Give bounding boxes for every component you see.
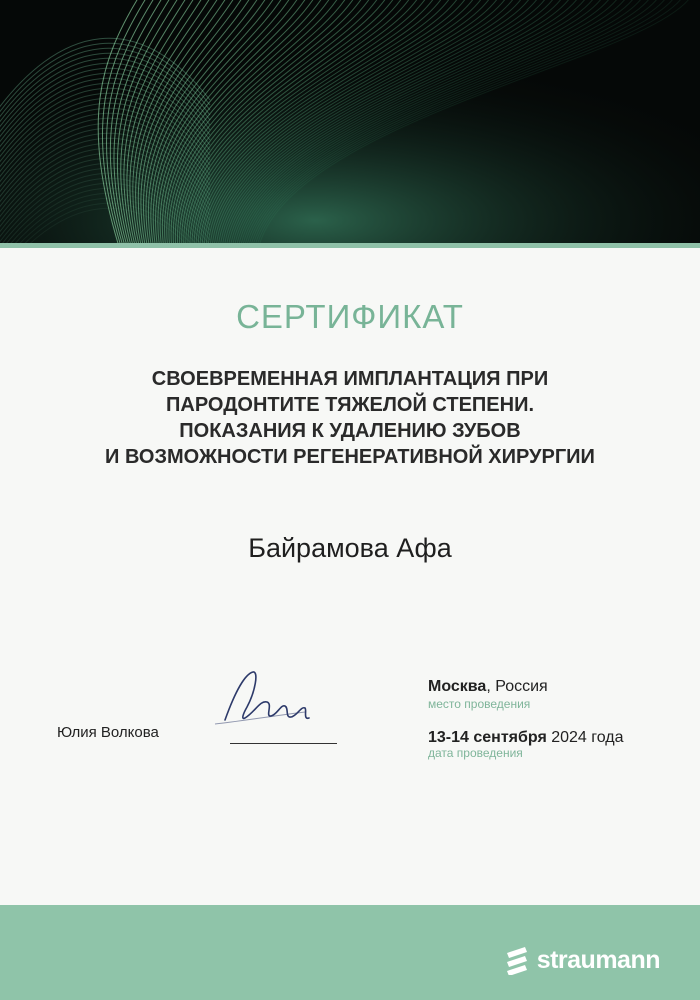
straumann-logo bbox=[503, 945, 660, 975]
date-days: 13-14 сентября bbox=[428, 729, 547, 746]
header-artwork bbox=[0, 0, 700, 245]
participant-name: Байрамова Афа bbox=[248, 533, 452, 563]
event-place bbox=[428, 678, 548, 696]
straumann-wordmark: straumann bbox=[536, 945, 660, 974]
date-year: 2024 года bbox=[546, 729, 624, 746]
place-label: место проведения bbox=[428, 697, 531, 711]
header-divider bbox=[0, 243, 700, 248]
signer-name: Юлия Волкова bbox=[57, 724, 159, 741]
course-title-line: И ВОЗМОЖНОСТИ РЕГЕНЕРАТИВНОЙ ХИРУРГИИ bbox=[105, 446, 595, 468]
course-title bbox=[40, 366, 660, 470]
signature-line bbox=[230, 743, 337, 744]
green-wave-artwork bbox=[0, 0, 700, 245]
course-title-line: СВОЕВРЕМЕННАЯ ИМПЛАНТАЦИЯ ПРИ bbox=[151, 368, 549, 390]
certificate-title: СЕРТИФИКАТ bbox=[236, 298, 464, 335]
event-date bbox=[428, 729, 624, 747]
place-city: Москва bbox=[428, 678, 487, 695]
date-label: дата проведения bbox=[428, 746, 523, 760]
course-title-line: ПОКАЗАНИЯ К УДАЛЕНИЮ ЗУБОВ bbox=[179, 420, 521, 442]
straumann-mark-icon bbox=[503, 945, 531, 975]
course-title-line: ПАРОДОНТИТЕ ТЯЖЕЛОЙ СТЕПЕНИ. bbox=[166, 394, 534, 416]
place-country: , Россия bbox=[486, 678, 548, 695]
handwritten-signature bbox=[205, 662, 315, 737]
